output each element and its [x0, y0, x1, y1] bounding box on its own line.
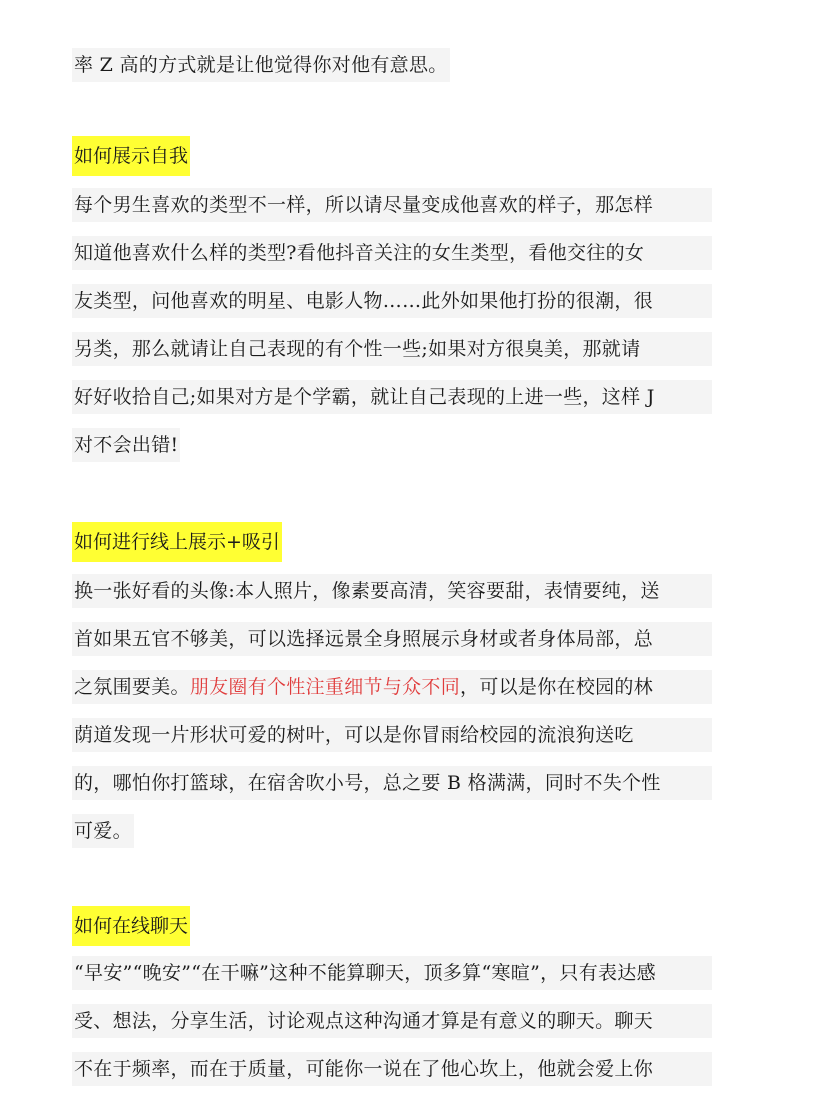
section-heading-online-chat: 如何在线聊天	[72, 906, 190, 946]
paragraph-line: 友类型，问他喜欢的明星、电影人物……此外如果他打扮的很潮，很	[72, 284, 712, 318]
emphasis-red-text: 朋友圈有个性注重细节与众不同	[189, 676, 461, 698]
paragraph-line: 每个男生喜欢的类型不一样，所以请尽量变成他喜欢的样子，那怎样	[72, 188, 712, 222]
paragraph-line-with-emphasis	[72, 670, 712, 704]
paragraph-line: 的，哪怕你打篮球，在宿舍吹小号，总之要 B 格满满，同时不失个性	[72, 766, 712, 800]
paragraph-line: 好好收拾自己;如果对方是个学霸，就让自己表现的上进一些，这样 J	[72, 380, 712, 414]
section-heading-self-presentation: 如何展示自我	[72, 136, 190, 176]
paragraph-line: 受、想法，分享生活，讨论观点这种沟通才算是有意义的聊天。聊天	[72, 1004, 712, 1038]
paragraph-line: “早安”“晚安”“在干嘛”这种不能算聊天，顶多算“寒暄”，只有表达感	[72, 956, 712, 990]
paragraph-line: 荫道发现一片形状可爱的树叶，可以是你冒雨给校园的流浪狗送吃	[72, 718, 712, 752]
paragraph-text: ，可以是你在校园的林	[460, 676, 654, 698]
paragraph-line: 另类，那么就请让自己表现的有个性一些;如果对方很臭美，那就请	[72, 332, 712, 366]
paragraph-line: 首如果五官不够美，可以选择远景全身照展示身材或者身体局部，总	[72, 622, 712, 656]
paragraph-line: 不在于频率，而在于质量，可能你一说在了他心坎上，他就会爱上你	[72, 1052, 712, 1086]
paragraph-line: 知道他喜欢什么样的类型?看他抖音关注的女生类型，看他交往的女	[72, 236, 712, 270]
paragraph-line: 对不会出错!	[72, 428, 180, 462]
paragraph-line: 率 Z 高的方式就是让他觉得你对他有意思。	[72, 48, 450, 82]
paragraph-line: 可爱。	[72, 814, 134, 848]
paragraph-text: 之氛围要美。	[74, 676, 190, 698]
section-heading-online-presentation: 如何进行线上展示+吸引	[72, 522, 282, 562]
paragraph-line: 换一张好看的头像:本人照片，像素要高清，笑容要甜，表情要纯，送	[72, 574, 712, 608]
